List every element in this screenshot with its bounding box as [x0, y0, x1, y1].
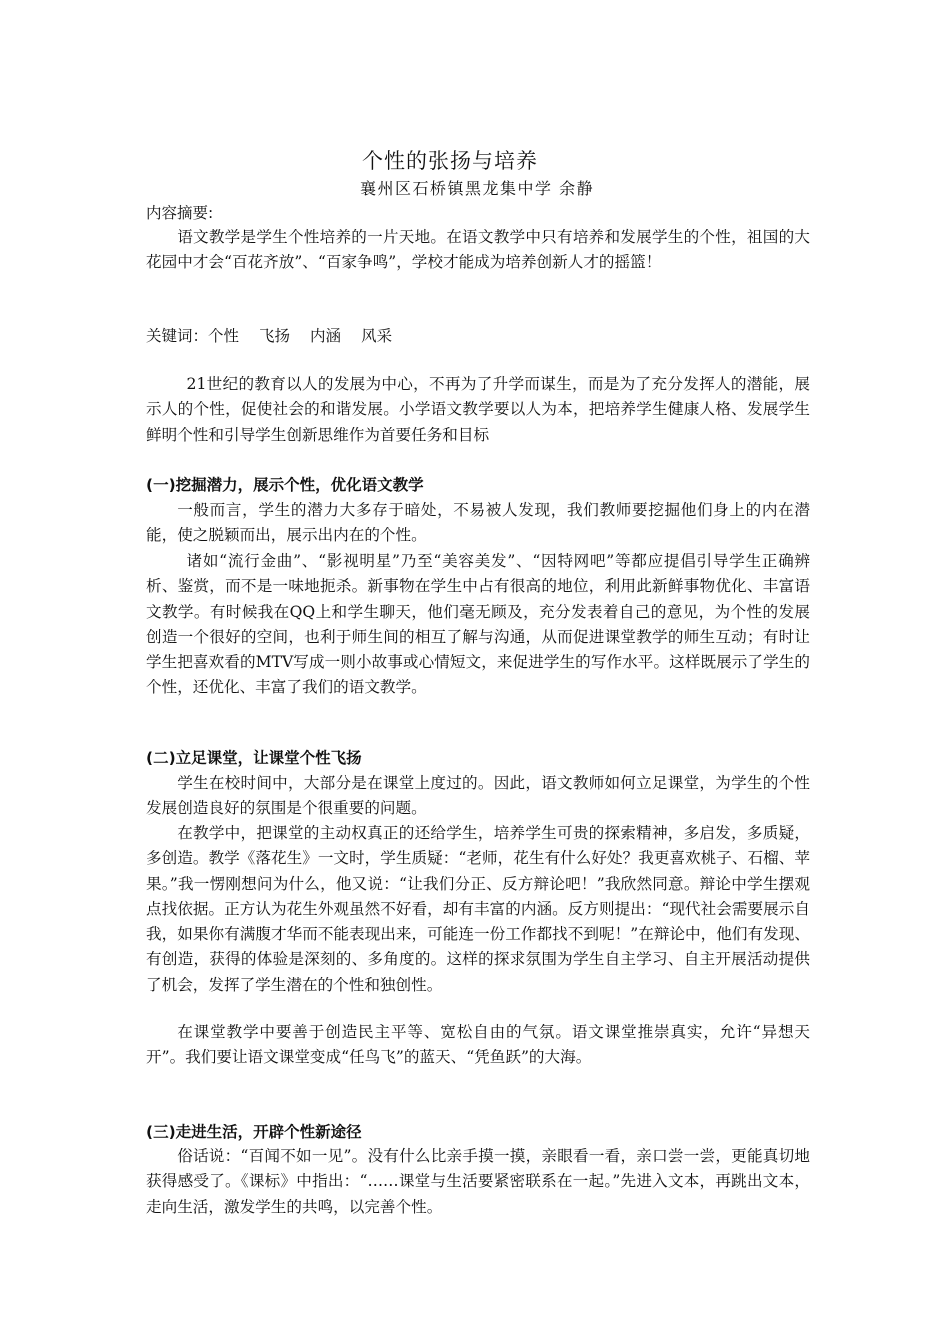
section-2-paragraph-2: 在教学中，把课堂的主动权真正的还给学生，培养学生可贵的探索精神，多启发，多质疑，多创造。教学《落花生》一文时，学生质疑：“老师，花生有什么好处？我更喜欢桃子、石榴、苹果。”我一愣刚想问为什么，他又说：“让我们分正、反方辩论吧！”我欣然同意。辩论中学生摆观点找依据。正方认为花生外观虽然不好看，却有丰富的内涵。反方则提出：“现代社会需要展示自我，如果你有满腹才华而不能表现出来，可能连一份工作都找不到呢！”在辩论中，他们有发现、有创造，获得的体验是深刻的、多角度的。这样的探求氛围为学生自主学习、自主开展活动提供了机会，发挥了学生潜在的个性和独创性。 [146, 824, 810, 994]
section-2-paragraph-1: 学生在校时间中，大部分是在课堂上度过的。因此，语文教师如何立足课堂，为学生的个性发展创造良好的氛围是个很重要的问题。 [146, 774, 810, 818]
intro-paragraph: 21世纪的教育以人的发展为中心，不再为了升学而谋生，而是为了充分发挥人的潜能，展示人的个性，促使社会的和谐发展。小学语文教学要以人为本，把培养学生健康人格、发展学生鲜明个性和引导学生创新思维作为首要任务和目标 [146, 375, 810, 444]
section-heading-2: (二)立足课堂，让课堂个性飞扬 [146, 749, 362, 767]
section-1-paragraph-1: 一般而言，学生的潜力大多存于暗处，不易被人发现，我们教师要挖掘他们身上的内在潜能，使之脱颖而出，展示出内在的个性。 [146, 501, 810, 545]
author-line: 襄州区石桥镇黑龙集中学 余静 [360, 179, 595, 198]
keyword-item: 飞扬 [259, 327, 291, 345]
abstract-label: 内容摘要: [146, 204, 214, 222]
section-2-paragraph-3: 在课堂教学中要善于创造民主平等、宽松自由的气氛。语文课堂推崇真实，允许“异想天开”。我们要让语文课堂变成“任鸟飞”的蓝天、“凭鱼跃”的大海。 [146, 1023, 810, 1067]
section-heading-1: (一)挖掘潜力，展示个性，优化语文教学 [146, 476, 424, 494]
keyword-item: 个性 [208, 327, 240, 345]
keyword-item: 内涵 [310, 327, 342, 345]
keywords-line [146, 325, 412, 347]
section-1-paragraph-2: 诸如“流行金曲”、“影视明星”乃至“美容美发”、“因特网吧”等都应提倡引导学生正确辨析、鉴赏，而不是一味地扼杀。新事物在学生中占有很高的地位，利用此新鲜事物优化、丰富语文教学。有时候我在QQ上和学生聊天，他们毫无顾及，充分发表着自己的意见，为个性的发展创造一个很好的空间，也利于师生间的相互了解与沟通，从而促进课堂教学的师生互动；有时让学生把喜欢看的MTV写成一则小故事或心情短文，来促进学生的写作水平。这样既展示了学生的个性，还优化、丰富了我们的语文教学。 [146, 552, 810, 697]
keyword-item: 风采 [361, 327, 393, 345]
keywords-label: 关键词： [146, 327, 209, 345]
section-heading-3: (三)走进生活，开辟个性新途径 [146, 1123, 362, 1141]
section-3-paragraph-1: 俗话说：“百闻不如一见”。没有什么比亲手摸一摸，亲眼看一看，亲口尝一尝，更能真切地获得感受了。《课标》中指出：“……课堂与生活要紧密联系在一起。”先进入文本，再跳出文本，走向生活，激发学生的共鸣，以完善个性。 [146, 1147, 810, 1216]
abstract-text: 语文教学是学生个性培养的一片天地。在语文教学中只有培养和发展学生的个性，祖国的大花园中才会“百花齐放”、“百家争鸣”，学校才能成为培养创新人才的摇篮！ [146, 228, 810, 272]
page-title: 个性的张扬与培养 [362, 149, 538, 173]
